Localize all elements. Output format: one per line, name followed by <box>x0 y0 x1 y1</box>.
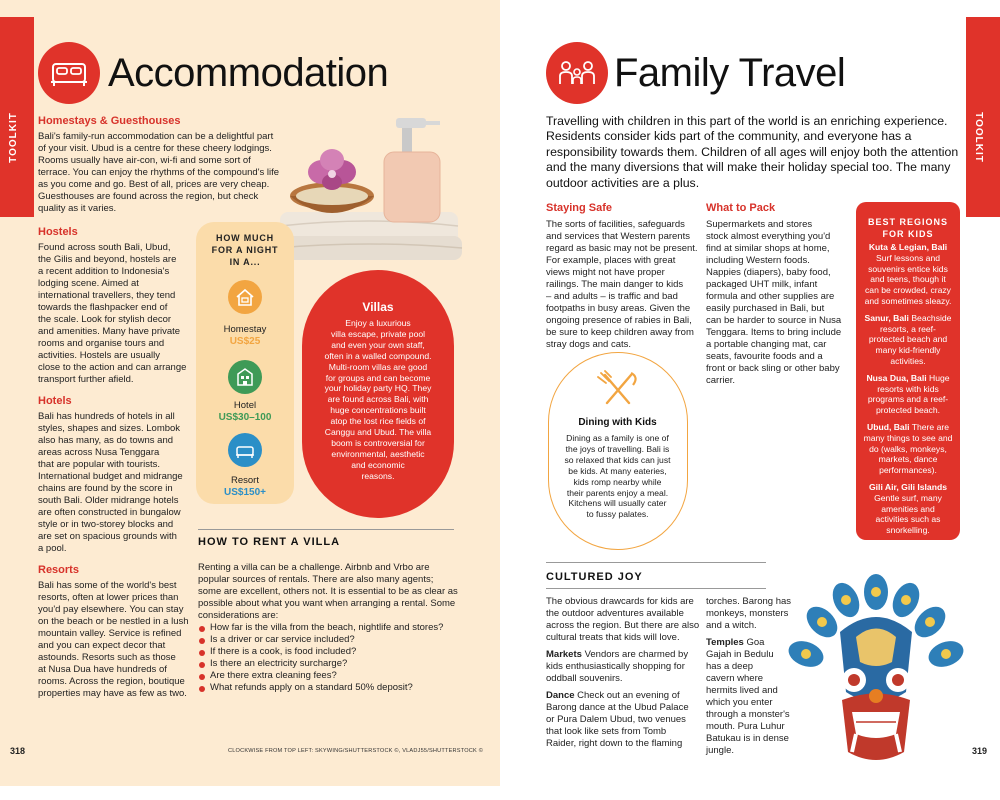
text-line: rooms. Across the region, boutique <box>38 676 185 687</box>
text-line: for groups and can become <box>325 372 431 383</box>
text-line: environmental, aesthetic <box>331 448 425 459</box>
text-line: Surf lessons and <box>875 252 940 263</box>
rent-villa-heading: HOW TO RENT A VILLA <box>198 536 341 548</box>
homestay-price: US$25 <box>229 336 261 347</box>
text-line: or Pura Dalem Ubud, two venues <box>546 714 686 725</box>
text-line: and you can expect decor that <box>38 640 166 651</box>
text-line: do (walks, monkeys, <box>869 443 947 454</box>
text-line: close to the action and can arrange <box>38 362 187 373</box>
text-line: that are popular with tourists. <box>38 459 160 470</box>
text-line: of your visit. Ubud is a centre for these cheery lodgings. <box>38 143 272 154</box>
homestay-label: Homestay <box>223 324 267 335</box>
cultured-joy-heading: CULTURED JOY <box>546 571 643 583</box>
text-line: and the many diversions that will make their holiday special too. The many <box>546 160 951 175</box>
text-line: towards the flashpacker end of <box>38 302 168 313</box>
villas-body <box>302 318 454 482</box>
villas-callout <box>302 270 454 518</box>
text-line: Bali has some of the world's best <box>38 580 177 591</box>
text-line: Residents consider kids part of the community, and everyone has a <box>546 129 912 144</box>
text-line: snorkelling. <box>886 525 930 536</box>
text-line: carrier. <box>706 375 736 386</box>
text-line: Vendors are charmed by <box>584 649 689 660</box>
text-line: your holiday party HQ. They <box>324 383 432 394</box>
price-box <box>196 222 294 504</box>
text-line: properties may have as few as two. <box>38 688 187 699</box>
text-line: Dining as a family is one of <box>566 433 669 443</box>
text-line: style or in two-storey blocks and <box>38 519 174 530</box>
text-line: The obvious drawcards for kids are <box>546 596 694 607</box>
bottom-strip <box>0 786 1000 800</box>
text-line: Barong dance at the Ubud Palace <box>546 702 689 713</box>
text-line: be sure to keep children away from <box>546 327 694 338</box>
toolkit-tab-left-label: TOOLKIT <box>7 112 19 163</box>
text-line: a portable changing mat, car <box>706 339 827 350</box>
cultured-joy-col1 <box>546 596 702 750</box>
text-line: and a witch. <box>706 620 757 631</box>
text-line: and economic <box>351 459 405 470</box>
text-line: Huge <box>929 372 950 383</box>
text-line: south Bali. Older midrange hotels <box>38 495 179 506</box>
text-line: kids enthusiastically shopping for <box>546 661 685 672</box>
text-line: and sometimes sleazy. <box>864 295 952 306</box>
rent-villa-body <box>198 562 468 694</box>
photo-credit: CLOCKWISE FROM TOP LEFT: SKYWING/SHUTTERSTOCK ©, VLADJ55/SHUTTERSTOCK © <box>228 748 484 754</box>
text-line: at Nusa Dua have hundreds of <box>38 664 167 675</box>
region-name: Sanur, Bali <box>864 312 909 323</box>
text-line: has a deep <box>706 661 754 672</box>
divider <box>546 562 766 563</box>
region-name: Ubud, Bali <box>867 421 910 432</box>
text-line: and services that Western parents <box>546 231 690 242</box>
text-line: reasons. <box>361 470 395 481</box>
dining-callout <box>548 352 688 550</box>
text-line: Gentle surf, many <box>874 492 942 503</box>
text-line: astounds. Resorts such as those <box>38 652 176 663</box>
barong-mask-photo <box>786 562 966 782</box>
text-line: possible about what you want when arranging a rental. Some <box>198 598 456 609</box>
text-line: and teens, though it <box>870 274 946 285</box>
text-line: Supermarkets and stores <box>706 219 813 230</box>
resorts-heading: Resorts <box>38 564 79 576</box>
text-line: areas across Nusa Tenggara <box>38 447 160 458</box>
divider <box>198 529 454 530</box>
text-line: front or back sling or other baby <box>706 363 840 374</box>
fork-knife-icon <box>593 369 643 409</box>
text-line: can be crowded, crazy <box>865 285 951 296</box>
hotel-label: Hotel <box>233 400 257 411</box>
text-line: Check out an evening of <box>577 690 680 701</box>
text-line: souvenirs entice kids <box>868 263 948 274</box>
text-line: Rooms usually have air-con, wi-fi and some sort of <box>38 155 251 166</box>
text-line: Bali's family-run accommodation can be a delightful part <box>38 131 274 142</box>
text-line: hermits lived and <box>706 685 778 696</box>
text-line: chains are found by the score in <box>38 483 173 494</box>
text-line: Canggu and Ubud. The villa <box>324 427 432 438</box>
homestays-heading: Homestays & Guesthouses <box>38 115 181 127</box>
text-line: railings. The main danger to kids <box>546 279 684 290</box>
text-line: some are excellent, others not. It is essential to be as clear as <box>198 586 458 597</box>
what-to-pack-body <box>706 219 854 387</box>
text-line: a pool. <box>38 543 67 554</box>
text-line: cavern where <box>706 673 764 684</box>
hotels-heading: Hotels <box>38 395 72 407</box>
text-line: stock almost everything you'd <box>706 231 831 242</box>
text-line: across the region. But there are also <box>546 620 700 631</box>
text-line: torches. Barong has <box>706 596 792 607</box>
resort-label: Resort <box>231 475 259 486</box>
text-line: views might not have proper <box>546 267 665 278</box>
text-line: seats, favourite foods and a <box>706 351 823 362</box>
text-line: Bali has hundreds of hotels in all <box>38 411 175 422</box>
text-line: through a monster's <box>706 709 790 720</box>
best-regions-list <box>856 242 960 536</box>
resort-price: US$150+ <box>224 487 266 498</box>
text-line: huge concentrations built <box>330 405 426 416</box>
best-regions-box <box>856 202 960 540</box>
text-line: activities. <box>890 355 926 366</box>
text-line: oddball souvenirs. <box>546 673 623 684</box>
text-line: also has many, as do towns and <box>38 435 174 446</box>
text-line: responsibility towards them. Children of all ages will enjoy both the attention <box>546 144 959 159</box>
hotels-body <box>38 411 198 555</box>
region-name: Gili Air, Gili Islands <box>868 481 947 492</box>
text-line: Renting a villa can be a challenge. Airbnb and Vrbo are <box>198 562 430 573</box>
text-line: are found across Bali, with <box>327 394 429 405</box>
text-line: easily purchased in Bali, but <box>706 303 825 314</box>
villas-heading: Villas <box>362 300 394 314</box>
text-line: the outdoor adventures available <box>546 608 684 619</box>
text-line: The sorts of facilities, safeguards <box>546 219 685 230</box>
dining-heading: Dining with Kids <box>578 417 657 428</box>
resort-icon <box>228 433 262 467</box>
text-line: so relaxed that kids can just <box>564 454 671 465</box>
staying-safe-heading: Staying Safe <box>546 202 613 214</box>
text-line: performances). <box>879 465 937 476</box>
list-item: Is there an electricity surcharge? <box>198 658 468 670</box>
text-line: many kid-friendly <box>875 345 941 356</box>
homestays-body <box>38 131 298 215</box>
text-line: the scale. Look for stylish decor <box>38 314 172 325</box>
text-line: jungle. <box>706 745 734 756</box>
page-number-right: 319 <box>972 746 988 756</box>
list-item: Are there extra cleaning fees? <box>198 670 468 682</box>
staying-safe-body <box>546 219 702 351</box>
text-line: terrace. You can enjoy the rhythms of the compound's life <box>38 167 280 178</box>
text-line: footpaths in busy areas. Given the <box>546 303 691 314</box>
list-item: How far is the villa from the beach, nightlife and stores? <box>198 622 468 634</box>
text-line: International budget and midrange <box>38 471 183 482</box>
text-line: and amenities. Many have private <box>38 326 181 337</box>
text-line: many things to see and <box>863 432 953 443</box>
text-line: Beachside <box>911 312 952 323</box>
text-line: stray dogs and cats. <box>546 339 632 350</box>
divider <box>546 588 766 589</box>
list-item: What refunds apply on a standard 50% deposit? <box>198 682 468 694</box>
hotel-price: US$30–100 <box>218 412 272 423</box>
text-line: mountain valley. Service is refined <box>38 628 182 639</box>
text-line: activities. Hostels are usually <box>38 350 160 361</box>
toolkit-tab-right-label: TOOLKIT <box>972 112 984 163</box>
text-line: resorts, a reef- <box>880 323 936 334</box>
text-line: monkeys, monsters <box>706 608 789 619</box>
text-line: you'd pay elsewhere. You can stay <box>38 604 184 615</box>
text-line: Multi-room villas are good <box>328 361 428 372</box>
text-line: mouth. Pura Luhur <box>706 721 785 732</box>
text-line: formula and other supplies are <box>706 291 835 302</box>
text-line: lodging scene. Aimed at <box>38 278 139 289</box>
text-line: outdoor activities are a plus. <box>546 175 700 190</box>
text-line: find at similar shops at home, <box>706 243 830 254</box>
region-name: Nusa Dua, Bali <box>866 372 927 383</box>
text-line: Travelling with children in this part of the world is an enriching experience. <box>546 114 948 128</box>
resorts-body <box>38 580 198 700</box>
text-line: ongoing presence of rabies in Bali, <box>546 315 692 326</box>
text-line: can be harder to source in Nusa <box>706 315 842 326</box>
text-line: markets, dance <box>878 454 938 465</box>
text-line: styles, shapes and sizes. Lombok <box>38 423 181 434</box>
region-name: Kuta & Legian, Bali <box>868 242 948 252</box>
text-line: international travellers, they tend <box>38 290 176 301</box>
family-intro <box>546 114 966 191</box>
hostels-heading: Hostels <box>38 226 78 238</box>
dance-label: Dance <box>546 690 575 701</box>
text-line: resorts, often at lower prices than <box>38 592 179 603</box>
text-line: boom is controversial for <box>331 437 425 448</box>
text-line: For example, places with great <box>546 255 676 266</box>
text-line: and even your own staff, <box>331 339 425 350</box>
text-line: that look like sets from Tomb <box>546 726 667 737</box>
text-line: Batukau is in dense <box>706 733 789 744</box>
text-line: rooms and organise tours and <box>38 338 165 349</box>
text-line: resorts with kids <box>877 383 939 394</box>
text-line: Nappies (diapers), baby food, <box>706 267 831 278</box>
best-regions-heading <box>856 216 960 240</box>
dining-body <box>549 433 686 520</box>
list-item: Is a driver or car service included? <box>198 634 468 646</box>
text-line: Tenggara. Items to bring include <box>706 327 842 338</box>
text-line: atop the lost rice fields of <box>330 416 426 427</box>
text-line: Enjoy a luxurious <box>345 318 411 328</box>
text-line: as you come and go. Best of all, prices are very cheap. <box>38 179 270 190</box>
text-line: to fussy palates. <box>586 509 649 520</box>
text-line: Gajah in Bedulu <box>706 649 774 660</box>
text-line: are often constructed in bungalow <box>38 507 181 518</box>
text-line: popular sources of rentals. There are also many agents; <box>198 574 434 585</box>
text-line: Goa <box>746 637 765 648</box>
page-number-left: 318 <box>10 746 26 756</box>
homestay-icon <box>228 280 262 314</box>
text-line: often in a walled compound. <box>324 350 432 361</box>
text-line: the Gilis and beyond, hostels are <box>38 254 177 265</box>
text-line: transport further afield. <box>38 374 134 385</box>
best-regions-heading-text: BEST REGIONS FOR KIDS <box>868 217 949 239</box>
what-to-pack-heading: What to Pack <box>706 202 776 214</box>
text-line: are set on spacious grounds with <box>38 531 177 542</box>
family-travel-title: Family Travel <box>614 51 846 95</box>
text-line: their parents enjoy a meal. <box>566 487 669 498</box>
family-icon <box>546 42 608 104</box>
list-item: If there is a cook, is food included? <box>198 646 468 658</box>
accommodation-title: Accommodation <box>108 51 389 95</box>
text-line: There are <box>911 421 949 432</box>
text-line: a recent addition to Indonesia's <box>38 266 170 277</box>
text-line: quality as it varies. <box>38 203 117 214</box>
text-line: Raider, right down to the flaming <box>546 738 683 749</box>
text-line: cultural treats that kids will love. <box>546 632 680 643</box>
bed-icon <box>38 42 100 104</box>
markets-label: Markets <box>546 649 582 660</box>
text-line: packaged UHT milk, infant <box>706 279 818 290</box>
text-line: considerations are: <box>198 610 279 621</box>
text-line: amenities and <box>881 503 935 514</box>
text-line: protected beach. <box>875 405 941 416</box>
spa-photo <box>272 108 468 268</box>
text-line: including Western foods. <box>706 255 810 266</box>
text-line: be kids. At many eateries, <box>568 465 667 476</box>
text-line: kids romp nearby while <box>573 476 662 487</box>
hostels-body <box>38 242 198 386</box>
text-line: activities such as <box>875 514 941 525</box>
temples-label: Temples <box>706 637 744 648</box>
text-line: Guesthouses are found across the region, but check <box>38 191 259 202</box>
rent-villa-bullets <box>198 622 468 694</box>
text-line: protected beach and <box>868 334 948 345</box>
text-line: villa escape, private pool <box>330 328 426 339</box>
price-box-heading <box>196 232 294 268</box>
price-box-heading-text: HOW MUCH FOR A NIGHT IN A... <box>211 233 279 267</box>
text-line: the joys of travelling. Bali is <box>565 443 670 454</box>
text-line: Found across south Bali, Ubud, <box>38 242 171 253</box>
text-line: regard as basic may not be present. <box>546 243 698 254</box>
text-line: which you enter <box>706 697 773 708</box>
text-line: on the beach or be nestled in a lush <box>38 616 189 627</box>
text-line: programs and a reef- <box>867 394 949 405</box>
text-line: – and adults – is traffic and bad <box>546 291 678 302</box>
text-line: Kitchens will usually cater <box>568 498 667 509</box>
hotel-icon <box>228 360 262 394</box>
